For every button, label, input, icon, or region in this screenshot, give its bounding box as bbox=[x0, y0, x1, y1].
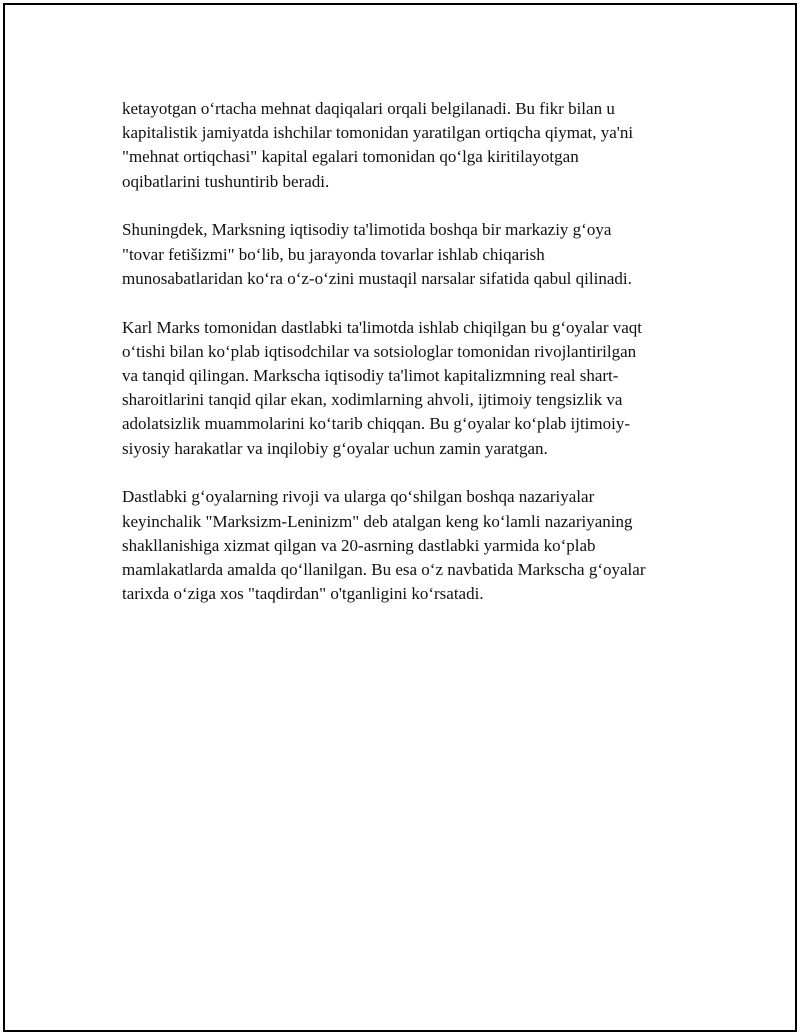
paragraph-1 bbox=[122, 97, 702, 194]
text-line: ketayotgan o‘rtacha mehnat daqiqalari orqali belgilanadi. Bu fikr bilan u bbox=[122, 99, 615, 118]
text-line: o‘tishi bilan ko‘plab iqtisodchilar va sotsiologlar tomonidan rivojlantirilgan bbox=[122, 341, 637, 361]
paragraph-3 bbox=[122, 316, 702, 461]
text-line: "mehnat ortiqchasi" kapital egalari tomonidan qo‘lga kiritilayotgan bbox=[122, 147, 579, 167]
page-border bbox=[3, 3, 797, 1032]
text-line: tarixda o‘ziga xos "taqdirdan" o'tganligini ko‘rsatadi. bbox=[122, 584, 484, 604]
text-line: Dastlabki g‘oyalarning rivoji va ularga qo‘shilgan boshqa nazariyalar bbox=[122, 487, 595, 507]
document-body bbox=[122, 97, 702, 631]
text-line: Shuningdek, Marksning iqtisodiy ta'limotida boshqa bir markaziy g‘oya bbox=[122, 220, 612, 240]
text-line: "tovar fetišizmi" bo‘lib, bu jarayonda tovarlar ishlab chiqarish bbox=[122, 244, 545, 264]
text-line: keyinchalik "Marksizm-Leninizm" deb atalgan keng ko‘lamli nazariyaning bbox=[122, 511, 633, 531]
text-line: mamlakatlarda amalda qo‘llanilgan. Bu esa o‘z navbatida Markscha g‘oyalar bbox=[122, 560, 646, 580]
paragraph-4 bbox=[122, 485, 702, 606]
text-line: va tanqid qilingan. Markscha iqtisodiy ta'limot kapitalizmning real shart- bbox=[122, 366, 619, 386]
text-line: shakllanishiga xizmat qilgan va 20-asrning dastlabki yarmida ko‘plab bbox=[122, 535, 596, 555]
text-line: oqibatlarini tushuntirib beradi. bbox=[122, 171, 330, 191]
text-line: siyosiy harakatlar va inqilobiy g‘oyalar uchun zamin yaratgan. bbox=[122, 438, 548, 458]
text-line: munosabatlaridan ko‘ra o‘z-o‘zini mustaqil narsalar sifatida qabul qilinadi. bbox=[122, 268, 632, 288]
text-line: adolatsizlik muammolarini ko‘tarib chiqqan. Bu g‘oyalar ko‘plab ijtimoiy- bbox=[122, 414, 630, 434]
paragraph-2 bbox=[122, 218, 702, 291]
text-line: Karl Marks tomonidan dastlabki ta'limotda ishlab chiqilgan bu g‘oyalar vaqt bbox=[122, 317, 643, 337]
text-line: kapitalistik jamiyatda ishchilar tomonidan yaratilgan ortiqcha qiymat, ya'ni bbox=[122, 123, 634, 143]
text-line: sharoitlarini tanqid qilar ekan, xodimlarning ahvoli, ijtimoiy tengsizlik va bbox=[122, 390, 623, 410]
